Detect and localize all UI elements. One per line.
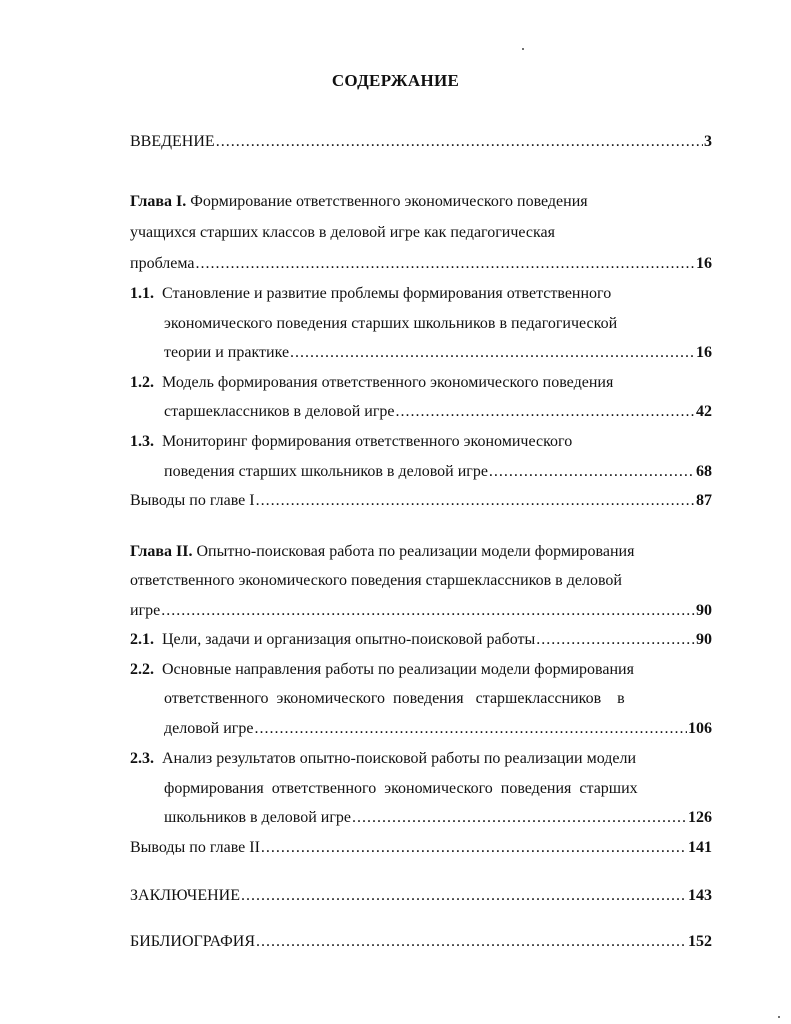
page-title: СОДЕРЖАНИЕ	[331, 71, 460, 90]
toc-section-2-3-line1[interactable]	[130, 749, 636, 769]
section-title-line1: Становление и развитие проблемы формирования ответственного	[162, 285, 612, 302]
toc-entry-label: БИБЛИОГРАФИЯ	[130, 933, 256, 950]
leader-dots	[241, 886, 687, 906]
chapter2-title-line3: игре	[130, 602, 161, 619]
toc-page-number: 152	[688, 933, 712, 950]
toc-section-2-3-line2	[164, 779, 638, 799]
toc-entry-label: ЗАКЛЮЧЕНИЕ	[130, 887, 240, 904]
toc-section-2-2-line2	[164, 689, 625, 709]
leader-dots	[489, 462, 695, 482]
leader-dots	[216, 132, 703, 152]
leader-dots	[536, 630, 695, 650]
section-title-line3: деловой игре	[164, 720, 254, 737]
toc-page-number: 90	[696, 602, 712, 619]
toc-section-2-2-line3[interactable]	[164, 719, 712, 739]
toc-entry-bibliography[interactable]	[130, 932, 712, 952]
section-number: 1.3.	[130, 433, 154, 450]
toc-entry-conclusion[interactable]	[130, 886, 712, 906]
chapter1-title-line3: проблема	[130, 255, 195, 272]
chapter1-title-line2: учащихся старших классов в деловой игре как педагогическая	[130, 224, 555, 241]
section-title-line1: Модель формирования ответственного экономического поведения	[162, 374, 614, 391]
section-number: 1.2.	[130, 374, 154, 391]
toc-page-number: 68	[696, 463, 712, 480]
chapter1-prefix: Глава I.	[130, 193, 187, 210]
toc-entry-intro[interactable]	[130, 132, 712, 152]
leader-dots	[396, 402, 695, 422]
leader-dots	[161, 601, 695, 621]
chapter2-title-line1: Опытно-поисковая работа по реализации модели формирования	[196, 543, 635, 560]
section-number: 2.3.	[130, 750, 154, 767]
scan-speck	[778, 1016, 780, 1018]
toc-entry-label: Выводы по главе I	[130, 492, 255, 509]
chapter2-heading-line3[interactable]	[130, 601, 712, 621]
toc-section-1-3-line2[interactable]	[164, 462, 712, 482]
toc-entry-chapter1-conclusions[interactable]	[130, 491, 712, 511]
section-title-line2: формирования ответственного экономического поведения старших	[164, 780, 638, 797]
section-number: 1.1.	[130, 285, 154, 302]
toc-page-number: 90	[696, 631, 712, 648]
chapter2-heading-line1[interactable]	[130, 542, 634, 562]
section-title-line2: поведения старших школьников в деловой игре	[164, 463, 488, 480]
toc-page-number: 16	[696, 255, 712, 272]
section-title-line1: Цели, задачи и организация опытно-поисковой работы	[162, 631, 536, 648]
leader-dots	[256, 491, 695, 511]
chapter1-heading-line3[interactable]	[130, 254, 712, 274]
chapter2-title-line2: ответственного экономического поведения старшеклассников в деловой	[130, 572, 622, 589]
toc-section-1-1-line1[interactable]	[130, 284, 611, 304]
toc-section-1-1-line3[interactable]	[164, 343, 712, 363]
chapter1-title-line1: Формирование ответственного экономического поведения	[190, 193, 588, 210]
chapter2-prefix: Глава II.	[130, 543, 193, 560]
toc-section-2-3-line3[interactable]	[164, 808, 712, 828]
section-title-line2: ответственного экономического поведения старшеклассников в	[164, 690, 625, 707]
toc-section-2-1-line1[interactable]	[130, 630, 712, 650]
section-title-line3: теории и практике	[164, 344, 290, 361]
toc-section-1-1-line2	[164, 314, 617, 334]
toc-page-number: 16	[696, 344, 712, 361]
toc-section-1-3-line1[interactable]	[130, 432, 572, 452]
section-title-line3: школьников в деловой игре	[164, 809, 352, 826]
leader-dots	[254, 719, 687, 739]
chapter2-heading-line2	[130, 571, 622, 591]
toc-page-number: 143	[688, 887, 712, 904]
section-title-line1: Мониторинг формирования ответственного экономического	[162, 433, 573, 450]
leader-dots	[352, 808, 687, 828]
section-title-line2: экономического поведения старших школьников в педагогической	[164, 315, 618, 332]
toc-page-number: 141	[688, 839, 712, 856]
scan-speck	[522, 48, 524, 50]
chapter1-heading-line1[interactable]	[130, 192, 588, 212]
toc-section-1-2-line2[interactable]	[164, 402, 712, 422]
toc-section-2-2-line1[interactable]	[130, 660, 634, 680]
section-number: 2.1.	[130, 631, 154, 648]
toc-entry-chapter2-conclusions[interactable]	[130, 838, 712, 858]
leader-dots	[196, 254, 695, 274]
toc-page-number: 126	[688, 809, 712, 826]
leader-dots	[256, 932, 687, 952]
toc-entry-label: ВВЕДЕНИЕ	[130, 133, 215, 150]
toc-entry-label: Выводы по главе II	[130, 839, 260, 856]
leader-dots	[261, 838, 687, 858]
section-number: 2.2.	[130, 661, 154, 678]
toc-page-number: 42	[696, 403, 712, 420]
toc-page-number: 3	[704, 133, 712, 150]
section-title-line2: старшеклассников в деловой игре	[164, 403, 395, 420]
toc-section-1-2-line1[interactable]	[130, 373, 613, 393]
chapter1-heading-line2	[130, 223, 555, 243]
section-title-line1: Анализ результатов опытно-поисковой работы по реализации модели	[162, 750, 637, 767]
toc-page-number: 87	[696, 492, 712, 509]
leader-dots	[290, 343, 695, 363]
section-title-line1: Основные направления работы по реализации модели формирования	[162, 661, 634, 678]
toc-page-number: 106	[688, 720, 712, 737]
